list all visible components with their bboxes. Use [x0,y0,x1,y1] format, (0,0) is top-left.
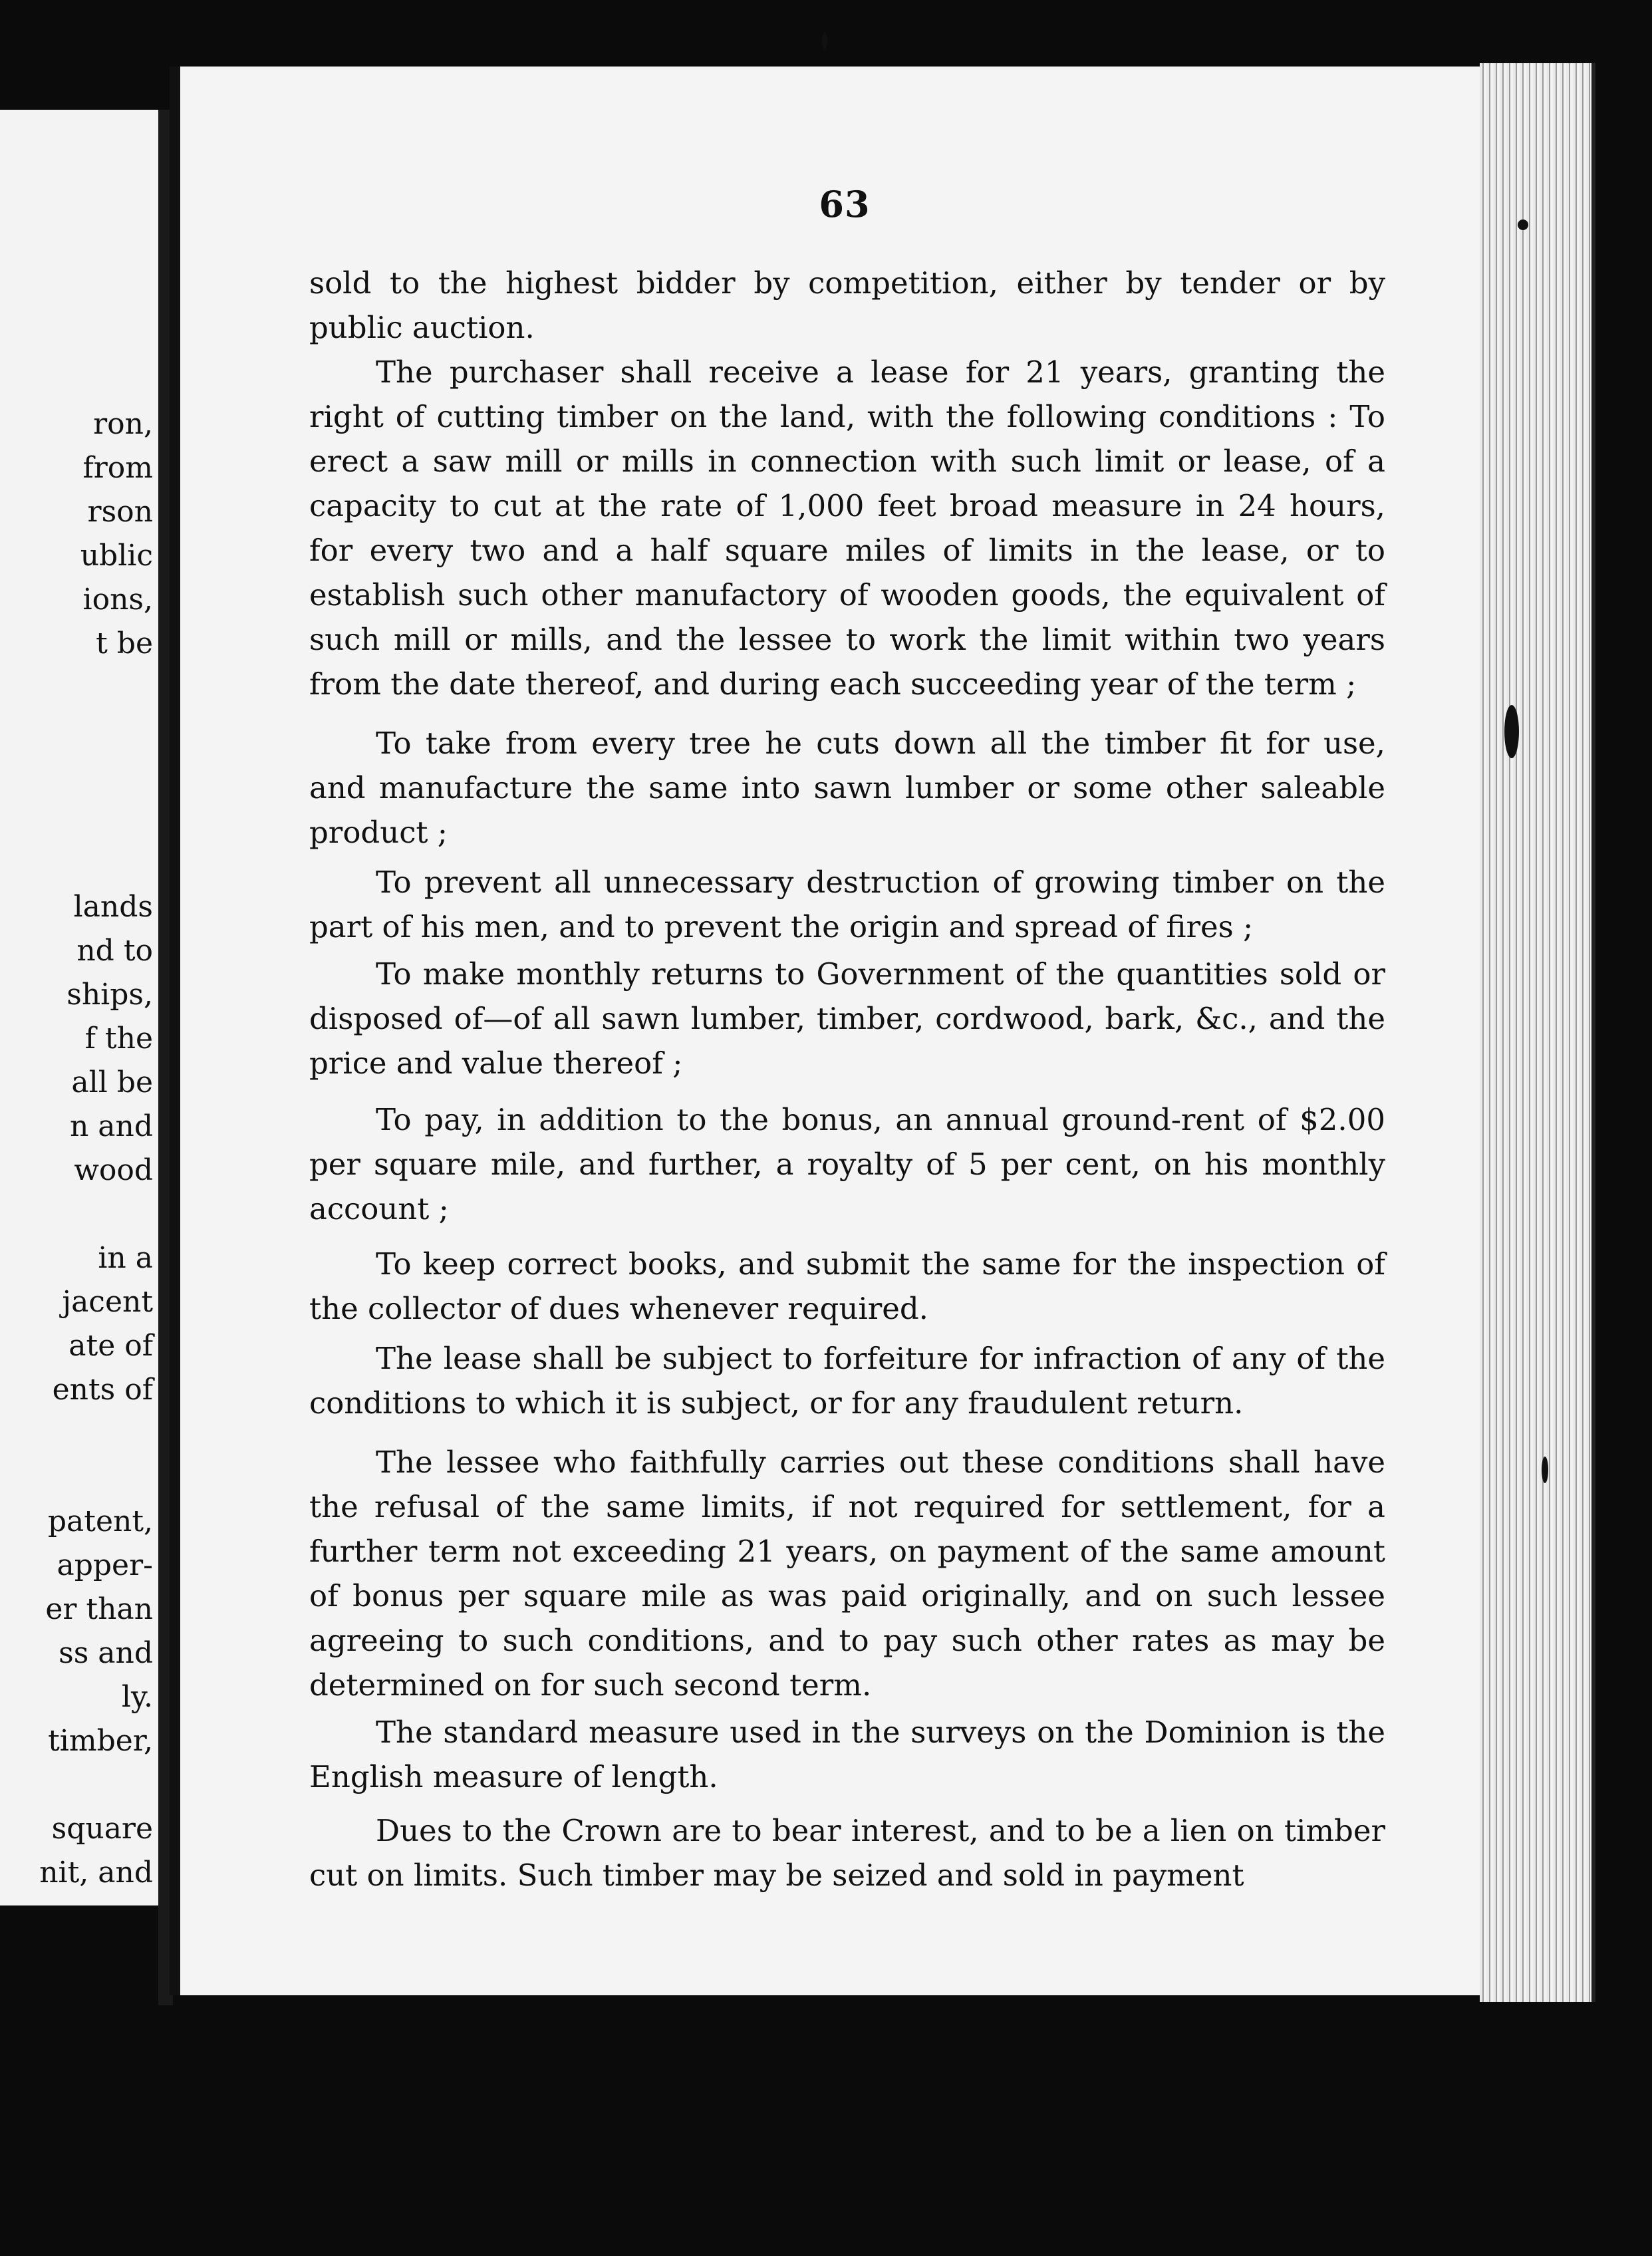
left-page-fragment: nit, and [39,1856,153,1890]
left-page-fragment: ublic [80,539,153,573]
scan-speck [1542,1457,1548,1483]
left-page-fragment: in a [98,1241,153,1275]
left-page-fragment: f the [84,1022,153,1056]
scan-speck [1504,705,1519,758]
page-body [309,261,1385,1898]
page-edges [1480,63,1595,2002]
left-page-fragment [7,666,153,710]
left-page-fragment: ly. [121,1680,153,1714]
left-page-fragment: wood [74,1153,153,1187]
paragraph: The standard measure used in the surveys on the Dominion is the English measure of length. [309,1715,1385,1794]
left-page-fragment: ions, [82,583,153,617]
left-page-fragment: jacent [62,1285,153,1319]
left-page-fragment: from [82,451,153,485]
paragraph: To prevent all unnecessary destruction of growing timber on the part of his men, and to prevent the origin and spread of fires ; [309,865,1385,944]
paragraph: The lessee who faithfully carries out these conditions shall have the refusal of the same limits, if not required for settlement, for a further term not exceeding 21 years, on payment of the same amount of bonus per square mile as was paid originally, and on such lessee agreeing to such conditions, and to pay such other rates as may be determined on for such second term. [309,1445,1385,1703]
left-page-fragment: nd to [76,934,153,968]
left-page-fragment: lands [73,890,153,924]
left-page-fragment: ss and [59,1636,153,1670]
left-page-fragment [7,1412,153,1456]
left-page-fragments [7,402,153,1895]
left-page-fragment: n and [69,1109,153,1143]
paragraph: To pay, in addition to the bonus, an annual ground-rent of $2.00 per square mile, and further, a royalty of 5 per cent, on his monthly account ; [309,1102,1385,1226]
left-page-fragment: timber, [48,1724,153,1758]
left-page-fragment: all be [71,1065,153,1099]
paragraph: To keep correct books, and submit the same for the inspection of the collector of dues whenever required. [309,1246,1385,1326]
paragraph: The lease shall be subject to forfeiture for infraction of any of the conditions to which it is subject, or for any fraudulent return. [309,1341,1385,1421]
left-page-fragment [7,1193,153,1236]
left-page-fragment: rson [87,495,153,529]
left-page-fragment [7,710,153,754]
left-page-fragment: t be [96,627,153,660]
paragraph: To take from every tree he cuts down all the timber fit for use, and manufacture the same into sawn lumber or some other saleable product ; [309,726,1385,850]
left-page-fragment: ate of [69,1329,153,1363]
left-page-fragment: apper- [57,1548,153,1582]
left-page-fragment [7,841,153,885]
left-page-fragment [7,797,153,841]
left-page-fragment: ents of [52,1373,153,1407]
paragraph: The purchaser shall receive a lease for 21 years, granting the right of cutting timber on the land, with the following conditions : To erect a saw mill or mills in connection with such limit or lease, of a capacity to cut at the rate of 1,000 feet broad measure in 24 hours, for every two and a half square miles of limits in the lease, or to establish such other manufactory of wooden goods, the equivalent of such mill or mills, and the lessee to work the limit within two years from the date thereof, and during each succeeding year of the term ; [309,354,1385,702]
left-page-fragment: ron, [93,407,153,441]
left-page-fragment: ships, [67,978,153,1012]
paragraph: sold to the highest bidder by competition, either by tender or by public auction. [309,265,1385,345]
page-number: 63 [819,183,871,225]
left-page [0,110,161,1905]
scan-speck [1518,219,1528,230]
left-page-fragment: square [51,1812,153,1846]
left-page-fragment: patent, [47,1504,153,1538]
left-page-fragment [7,1456,153,1500]
paragraph: To make monthly returns to Government of the quantities sold or disposed of—of all sawn lumber, timber, cordwood, bark, &c., and the price and value thereof ; [309,956,1385,1081]
left-page-fragment [7,754,153,797]
paragraph: Dues to the Crown are to bear interest, and to be a lien on timber cut on limits. Such timber may be seized and sold in payment [309,1813,1385,1893]
scan-speck [822,32,827,49]
left-page-fragment [7,1763,153,1807]
left-page-fragment: er than [45,1592,153,1626]
